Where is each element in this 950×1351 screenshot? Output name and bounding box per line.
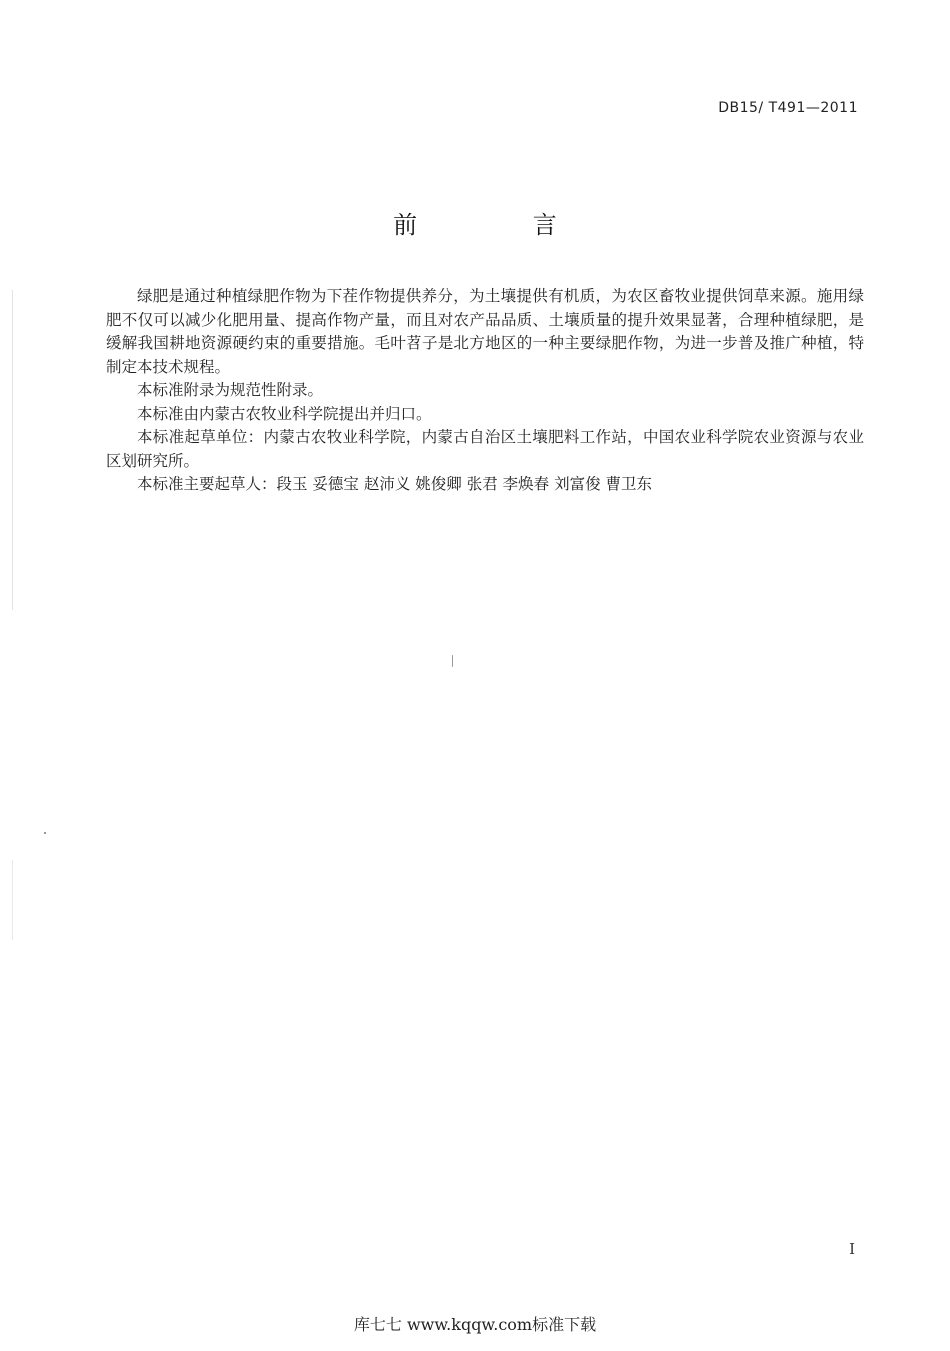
foreword-paragraph: 本标准起草单位：内蒙古农牧业科学院，内蒙古自治区土壤肥料工作站，中国农业科学院农业资源与农业区划研究所。	[106, 428, 864, 470]
page-number: I	[849, 1240, 855, 1258]
drafters-paragraph: 本标准主要起草人：段玉 妥德宝 赵沛义 姚俊卿 张君 李焕春 刘富俊 曹卫东	[137, 475, 652, 493]
foreword-paragraph: 本标准由内蒙古农牧业科学院提出并归口。	[137, 404, 432, 423]
scan-artifact-line	[12, 860, 13, 940]
foreword-body	[106, 285, 864, 497]
page-title: 前 言	[393, 211, 611, 239]
scan-artifact-line	[12, 290, 13, 610]
foreword-paragraph: 绿肥是通过种植绿肥作物为下茬作物提供养分，为土壤提供有机质，为农区畜牧业提供饲草来源。施用绿肥不仅可以减少化肥用量、提高作物产量，而且对农产品品质、土壤质量的提升效果显著，合理种植绿肥，是缓解我国耕地资源硬约束的重要措施。毛叶苕子是北方地区的一种主要绿肥作物，为进一步普及推广种植，特制定本技术规程。	[106, 287, 864, 376]
download-footer: 库七七 www.kqqw.com标准下载	[353, 1315, 597, 1334]
standard-code: DB15/ T491—2011	[718, 100, 858, 116]
foreword-paragraph: 本标准附录为规范性附录。	[137, 381, 324, 399]
scan-speck	[44, 832, 46, 834]
scan-speck	[452, 655, 453, 667]
